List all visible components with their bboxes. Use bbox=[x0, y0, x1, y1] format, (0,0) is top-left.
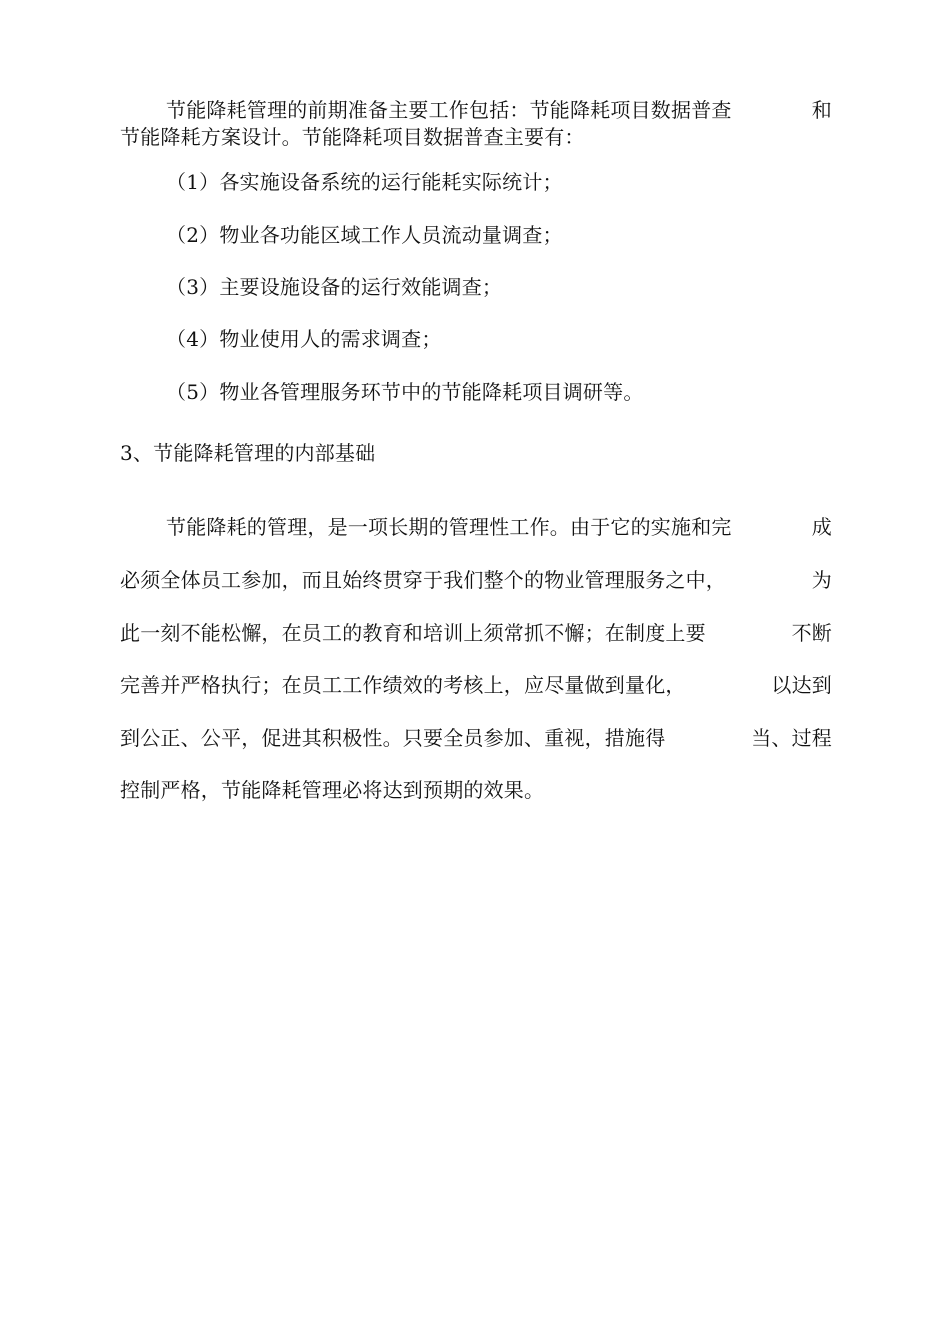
section-3-line-1-text: 节能降耗的管理，是一项长期的管理性工作。由于它的实施和完 bbox=[166, 515, 732, 539]
section-3-line-2-tail: 为 bbox=[811, 568, 832, 592]
section-3-line-4 bbox=[120, 672, 832, 698]
list-item-4: （4）物业使用人的需求调查； bbox=[166, 327, 442, 351]
section-3-line-5-tail: 当、过程 bbox=[751, 726, 832, 750]
section-3-line-2 bbox=[120, 567, 832, 593]
intro-line-1-tail: 和 bbox=[811, 98, 832, 122]
section-3-heading: 3、节能降耗管理的内部基础 bbox=[120, 441, 376, 465]
section-3-line-6-text: 控制严格，节能降耗管理必将达到预期的效果。 bbox=[120, 778, 545, 802]
section-3-line-3-text: 此一刻不能松懈，在员工的教育和培训上须常抓不懈；在制度上要 bbox=[120, 621, 706, 645]
list-item-2: （2）物业各功能区域工作人员流动量调查； bbox=[166, 223, 563, 247]
intro-line-2: 节能降耗方案设计。节能降耗项目数据普查主要有： bbox=[120, 125, 585, 149]
list-item-3: （3）主要设施设备的运行效能调查； bbox=[166, 275, 503, 299]
intro-line-1-text: 节能降耗管理的前期准备主要工作包括：节能降耗项目数据普查 bbox=[166, 98, 732, 122]
section-3-line-2-text: 必须全体员工参加，而且始终贯穿于我们整个的物业管理服务之中， bbox=[120, 568, 726, 592]
section-3-line-5-text: 到公正、公平，促进其积极性。只要全员参加、重视，措施得 bbox=[120, 726, 666, 750]
section-3-line-4-text: 完善并严格执行；在员工工作绩效的考核上，应尽量做到量化， bbox=[120, 673, 686, 697]
list-item-5: （5）物业各管理服务环节中的节能降耗项目调研等。 bbox=[166, 380, 644, 404]
section-3-line-4-tail: 以达到 bbox=[771, 673, 832, 697]
section-3-line-3 bbox=[120, 620, 832, 646]
list-item-1: （1）各实施设备系统的运行能耗实际统计； bbox=[166, 170, 563, 194]
intro-line-1 bbox=[166, 97, 832, 123]
section-3-line-1 bbox=[166, 514, 832, 540]
section-3-line-1-tail: 成 bbox=[811, 515, 832, 539]
section-3-line-3-tail: 不断 bbox=[791, 621, 832, 645]
section-3-line-5 bbox=[120, 725, 832, 751]
section-3-line-6 bbox=[120, 777, 832, 803]
